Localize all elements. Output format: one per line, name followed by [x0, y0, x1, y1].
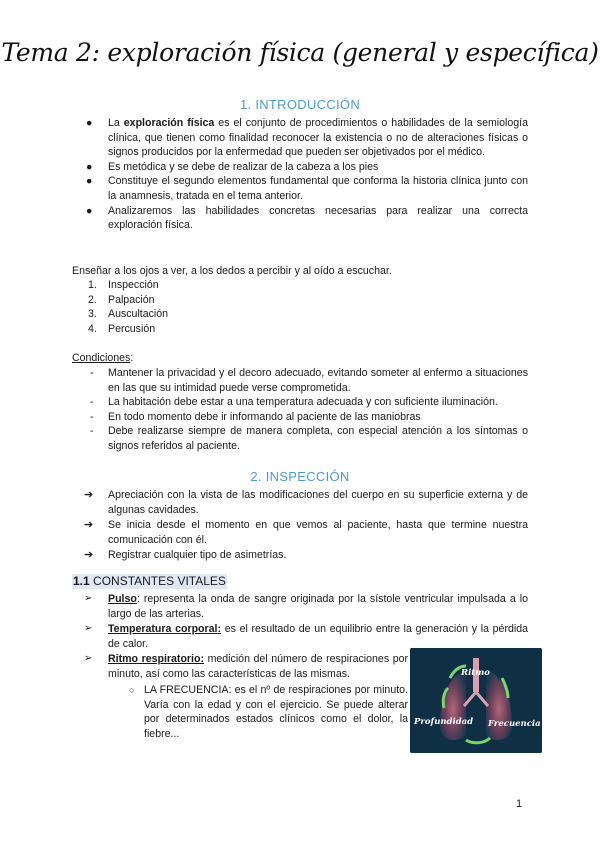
list-item: 4. Percusión [88, 322, 156, 335]
subsection-heading-constantes: 1.1 CONSTANTES VITALES [73, 574, 226, 588]
page-number: 1 [516, 798, 523, 810]
list-item: - Mantener la privacidad y el decoro adecuado, evitando someter al enfermo a situaciones en las que su intimidad puede verse comprometida. [90, 367, 528, 394]
list-item: ○ LA FRECUENCIA: es el nº de respiraciones por minuto. Varía con la edad y con el ejercicio. Se puede alterar por determinados estados clínicos como el dolor, la fiebre... [129, 684, 408, 740]
circle-bullet-icon: ○ [129, 685, 135, 696]
teach-paragraph: Enseñar a los ojos a ver, a los dedos a percibir y al oído a escuchar. [72, 265, 392, 277]
bullet-marker: ● [86, 160, 93, 173]
vitals-list [72, 592, 528, 651]
list-item: ➢ Pulso: representa la onda de sangre originada por la sístole ventricular impulsada a lo largo de las arterias. [84, 593, 528, 620]
inspection-list [72, 488, 528, 563]
lungs-illustration [410, 648, 542, 753]
list-item: ● Es metódica y se debe de realizar de la cabeza a los pies [86, 160, 379, 173]
list-item: ● Constituye el segundo elementos fundamental que conforma la historia clínica junto con la anamnesis, tratada en el tema anterior. [86, 175, 528, 202]
image-label-ritmo: Ritmo [461, 668, 490, 678]
list-item: ➢ Ritmo respiratorio: medición del número de respiraciones por minuto, así como las características de las mismas. [84, 653, 409, 680]
conditions-list [72, 366, 528, 454]
arrow-icon: ➔ [84, 489, 94, 501]
conditions-label: Condiciones: [72, 352, 134, 364]
list-item: - La habitación debe estar a una temperatura adecuada y con suficiente iluminación. [90, 396, 498, 409]
document-title: Tema 2: exploración física (general y específica) [1, 38, 599, 67]
list-item: 1. Inspección [88, 279, 159, 291]
list-item: - Debe realizarse siempre de manera completa, con especial atención a los síntomas o signos referidos al paciente. [90, 425, 528, 452]
arrow-icon: ➔ [84, 519, 94, 532]
list-item: ● Analizaremos las habilidades concretas necesarias para realizar una correcta exploración física. [86, 204, 528, 232]
bullet-marker: ● [86, 175, 93, 188]
list-item: - En todo momento debe ir informando al paciente de las maniobras [90, 410, 421, 423]
section-heading-introduccion: 1. INTRODUCCIÓN [239, 97, 361, 112]
list-item: ➔ Registrar cualquier tipo de asimetrías. [84, 549, 287, 562]
lungs-image [410, 648, 542, 753]
bold-term: exploración física [123, 117, 215, 129]
list-item: ➔ Se inicia desde el momento en que vemos al paciente, hasta que termine nuestra comunicación con él. [84, 519, 528, 546]
list-item: ➔ Apreciación con la vista de las modificaciones del cuerpo en su superficie externa y de algunas cavidades. [84, 489, 528, 516]
bullet-marker: ● [86, 117, 93, 129]
section-heading-inspeccion: 2. INSPECCIÓN [250, 469, 350, 484]
list-item: ➢ Temperatura corporal: es el resultado de un equilibrio entre la generación y la pérdida de calor. [84, 623, 528, 650]
triangle-arrow-icon: ➢ [84, 623, 93, 635]
intro-bullet-list [72, 116, 528, 233]
list-item: ● La exploración física es el conjunto de procedimientos o habilidades de la semiología clínica, que tienen como finalidad reconocer la existencia o no de alteraciones físicas o signos producidos por la enfermedad que pueden ser objetivados por el médico. [86, 117, 529, 159]
list-item: 2. Palpación [88, 293, 155, 306]
triangle-arrow-icon: ➢ [84, 593, 93, 604]
bullet-marker: ● [86, 204, 93, 217]
arrow-icon: ➔ [84, 549, 94, 562]
image-label-profundidad: Profundidad [414, 717, 474, 727]
list-item: 3. Auscultación [88, 308, 169, 321]
image-label-frecuencia: Frecuencia [488, 719, 541, 729]
exploration-steps-list [72, 278, 528, 336]
respiratory-item [72, 652, 408, 742]
triangle-arrow-icon: ➢ [84, 653, 93, 664]
